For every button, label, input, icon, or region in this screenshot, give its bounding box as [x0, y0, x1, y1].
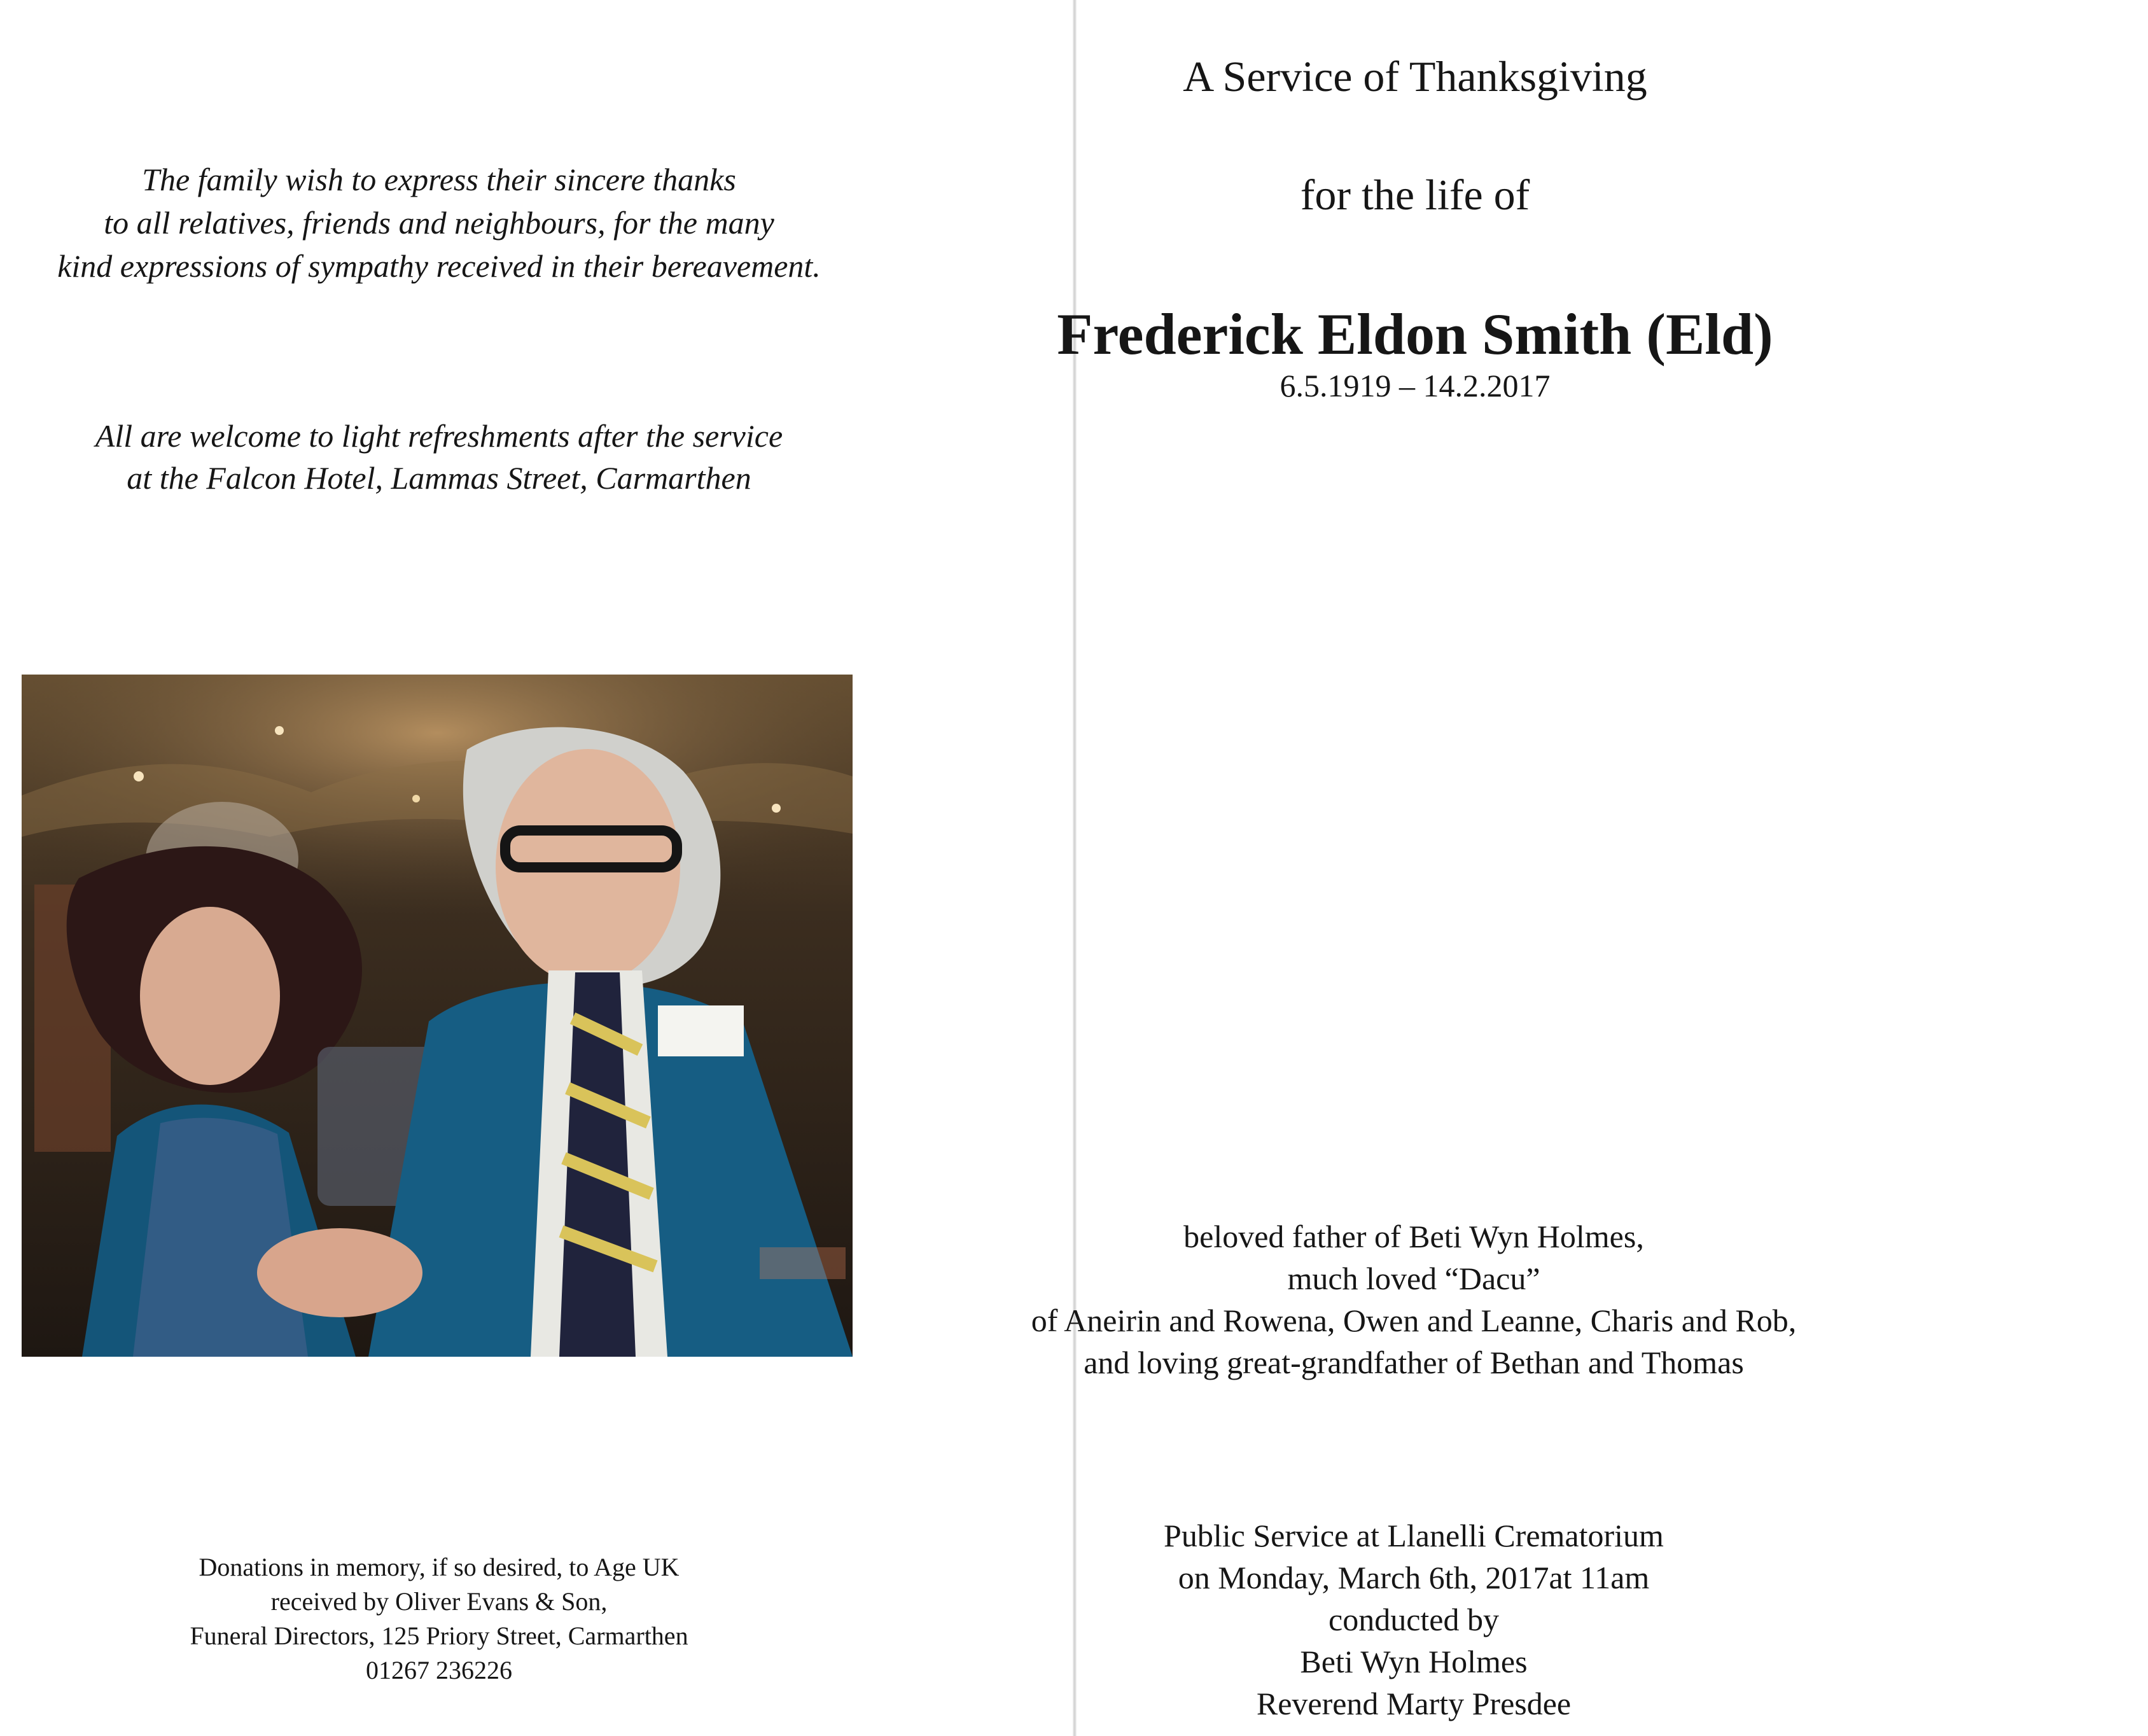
thanks-line: The family wish to express their sincere thanks — [142, 162, 736, 197]
family-line: beloved father of Beti Wyn Holmes, — [1183, 1219, 1644, 1254]
family-line: of Aneirin and Rowena, Owen and Leanne, Charis and Rob, — [1031, 1303, 1797, 1338]
public-service-line: on Monday, March 6th, 2017at 11am — [1178, 1560, 1650, 1595]
public-service-details — [878, 1515, 1949, 1725]
deceased-name: Frederick Eldon Smith (Eld) — [1057, 302, 1773, 367]
thanks-line: kind expressions of sympathy received in their bereavement. — [57, 248, 821, 284]
donations-line: Funeral Directors, 125 Priory Street, Carmarthen — [190, 1621, 688, 1650]
thanks-message — [0, 158, 878, 288]
public-service-line: Reverend Marty Presdee — [1256, 1686, 1572, 1721]
for-life-line: for the life of — [1300, 171, 1530, 219]
public-service-line: Public Service at Llanelli Crematorium — [1164, 1518, 1664, 1553]
life-dates: 6.5.1919 – 14.2.2017 — [1280, 368, 1551, 403]
refreshments-line: at the Falcon Hotel, Lammas Street, Carmarthen — [127, 460, 751, 496]
family-line: much loved “Dacu” — [1287, 1261, 1540, 1296]
thanks-line: to all relatives, friends and neighbours, for the many — [104, 205, 774, 241]
service-title: A Service of Thanksgiving — [1183, 52, 1647, 101]
refreshments-message — [0, 415, 878, 499]
right-page — [1031, 0, 2148, 1736]
left-page — [0, 0, 1073, 1736]
donations-line: 01267 236226 — [366, 1656, 512, 1684]
public-service-line: conducted by — [1329, 1602, 1499, 1637]
family-line: and loving great-grandfather of Bethan and Thomas — [1084, 1345, 1744, 1380]
donations-line: Donations in memory, if so desired, to Age UK — [199, 1553, 680, 1581]
donations-message — [0, 1550, 878, 1688]
donations-line: received by Oliver Evans & Son, — [270, 1587, 608, 1616]
couple-photo — [22, 675, 853, 1357]
public-service-line: Beti Wyn Holmes — [1300, 1644, 1528, 1679]
refreshments-line: All are welcome to light refreshments after the service — [95, 418, 783, 454]
family-message — [878, 1215, 1949, 1383]
